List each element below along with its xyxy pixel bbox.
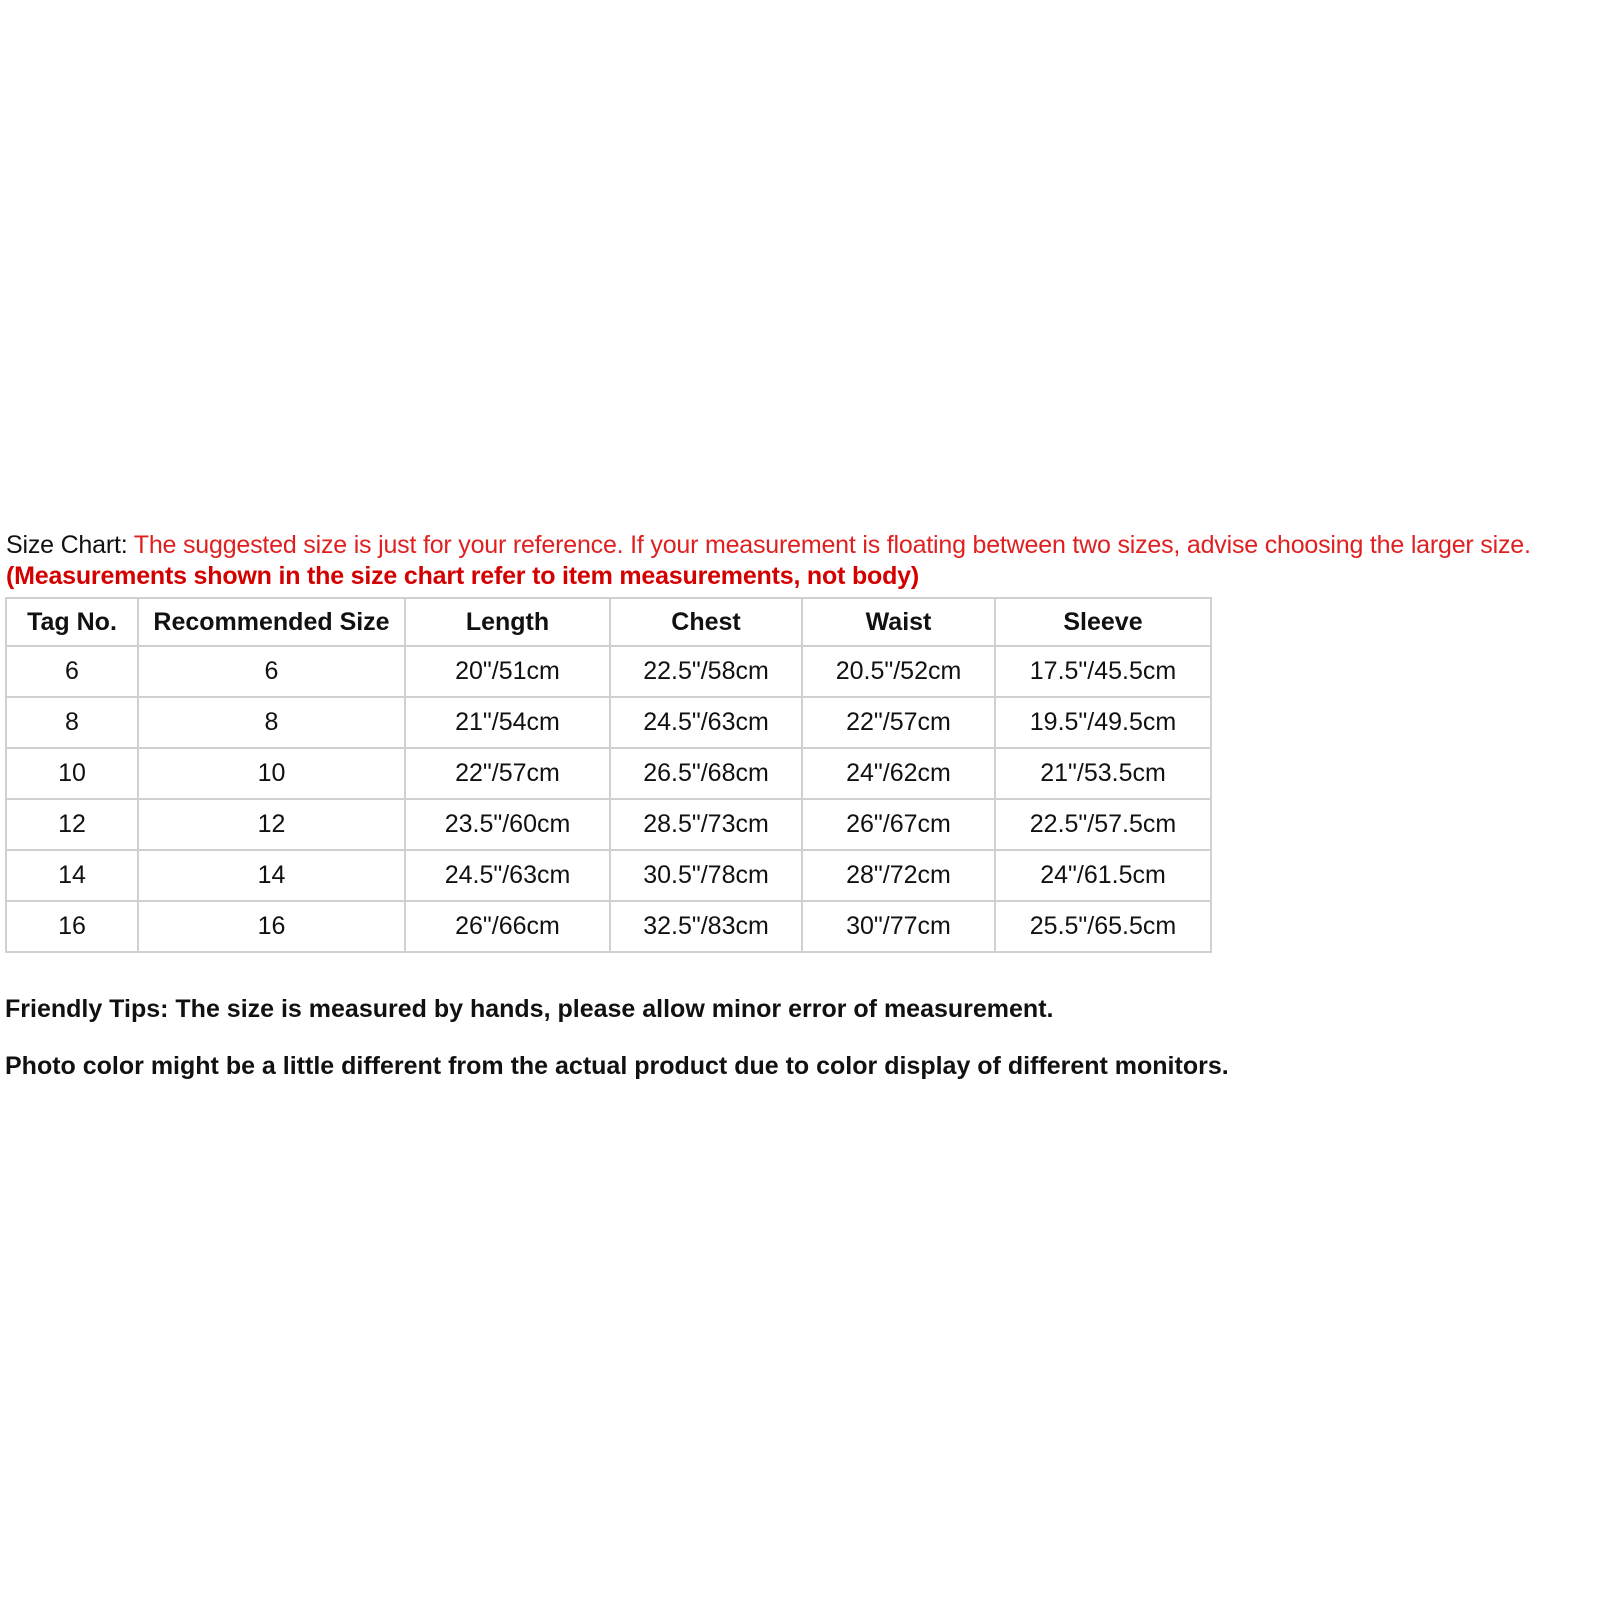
- cell-recommended-size: 10: [138, 748, 405, 799]
- cell-sleeve: 25.5"/65.5cm: [995, 901, 1211, 952]
- cell-recommended-size: 12: [138, 799, 405, 850]
- cell-waist: 24"/62cm: [802, 748, 995, 799]
- header-chest: Chest: [610, 598, 802, 646]
- cell-chest: 26.5"/68cm: [610, 748, 802, 799]
- cell-chest: 28.5"/73cm: [610, 799, 802, 850]
- table-row: [6, 901, 1211, 952]
- cell-chest: 22.5"/58cm: [610, 646, 802, 697]
- cell-recommended-size: 16: [138, 901, 405, 952]
- table-row: [6, 748, 1211, 799]
- table-row: [6, 646, 1211, 697]
- cell-length: 21"/54cm: [405, 697, 610, 748]
- cell-sleeve: 21"/53.5cm: [995, 748, 1211, 799]
- size-chart-emphasis: (Measurements shown in the size chart refer to item measurements, not body): [6, 562, 919, 590]
- header-sleeve: Sleeve: [995, 598, 1211, 646]
- table-header-row: [6, 598, 1211, 646]
- cell-waist: 20.5"/52cm: [802, 646, 995, 697]
- cell-waist: 28"/72cm: [802, 850, 995, 901]
- cell-chest: 32.5"/83cm: [610, 901, 802, 952]
- cell-recommended-size: 14: [138, 850, 405, 901]
- cell-waist: 22"/57cm: [802, 697, 995, 748]
- cell-length: 23.5"/60cm: [405, 799, 610, 850]
- size-table: [5, 597, 1212, 953]
- cell-waist: 30"/77cm: [802, 901, 995, 952]
- table-row: [6, 697, 1211, 748]
- size-chart-separator: :: [120, 531, 128, 559]
- cell-tag-no: 12: [6, 799, 138, 850]
- cell-tag-no: 14: [6, 850, 138, 901]
- table-row: [6, 850, 1211, 901]
- size-chart-note: The suggested size is just for your reference. If your measurement is floating between two sizes, advise choosing the larger size.: [127, 531, 1531, 559]
- cell-chest: 30.5"/78cm: [610, 850, 802, 901]
- header-tag-no: Tag No.: [6, 598, 138, 646]
- cell-tag-no: 6: [6, 646, 138, 697]
- cell-waist: 26"/67cm: [802, 799, 995, 850]
- header-waist: Waist: [802, 598, 995, 646]
- cell-sleeve: 19.5"/49.5cm: [995, 697, 1211, 748]
- cell-sleeve: 17.5"/45.5cm: [995, 646, 1211, 697]
- cell-tag-no: 10: [6, 748, 138, 799]
- cell-sleeve: 24"/61.5cm: [995, 850, 1211, 901]
- header-length: Length: [405, 598, 610, 646]
- photo-color-note: Photo color might be a little different from the actual product due to color display of different monitors.: [5, 1052, 1229, 1080]
- cell-chest: 24.5"/63cm: [610, 697, 802, 748]
- cell-length: 20"/51cm: [405, 646, 610, 697]
- cell-sleeve: 22.5"/57.5cm: [995, 799, 1211, 850]
- size-chart-intro: [6, 530, 1596, 592]
- size-chart-label: Size Chart: [6, 531, 121, 559]
- cell-length: 22"/57cm: [405, 748, 610, 799]
- cell-recommended-size: 6: [138, 646, 405, 697]
- cell-length: 26"/66cm: [405, 901, 610, 952]
- cell-tag-no: 8: [6, 697, 138, 748]
- friendly-tips: Friendly Tips: The size is measured by hands, please allow minor error of measurement.: [5, 995, 1054, 1023]
- cell-length: 24.5"/63cm: [405, 850, 610, 901]
- cell-tag-no: 16: [6, 901, 138, 952]
- cell-recommended-size: 8: [138, 697, 405, 748]
- header-recommended-size: Recommended Size: [138, 598, 405, 646]
- table-row: [6, 799, 1211, 850]
